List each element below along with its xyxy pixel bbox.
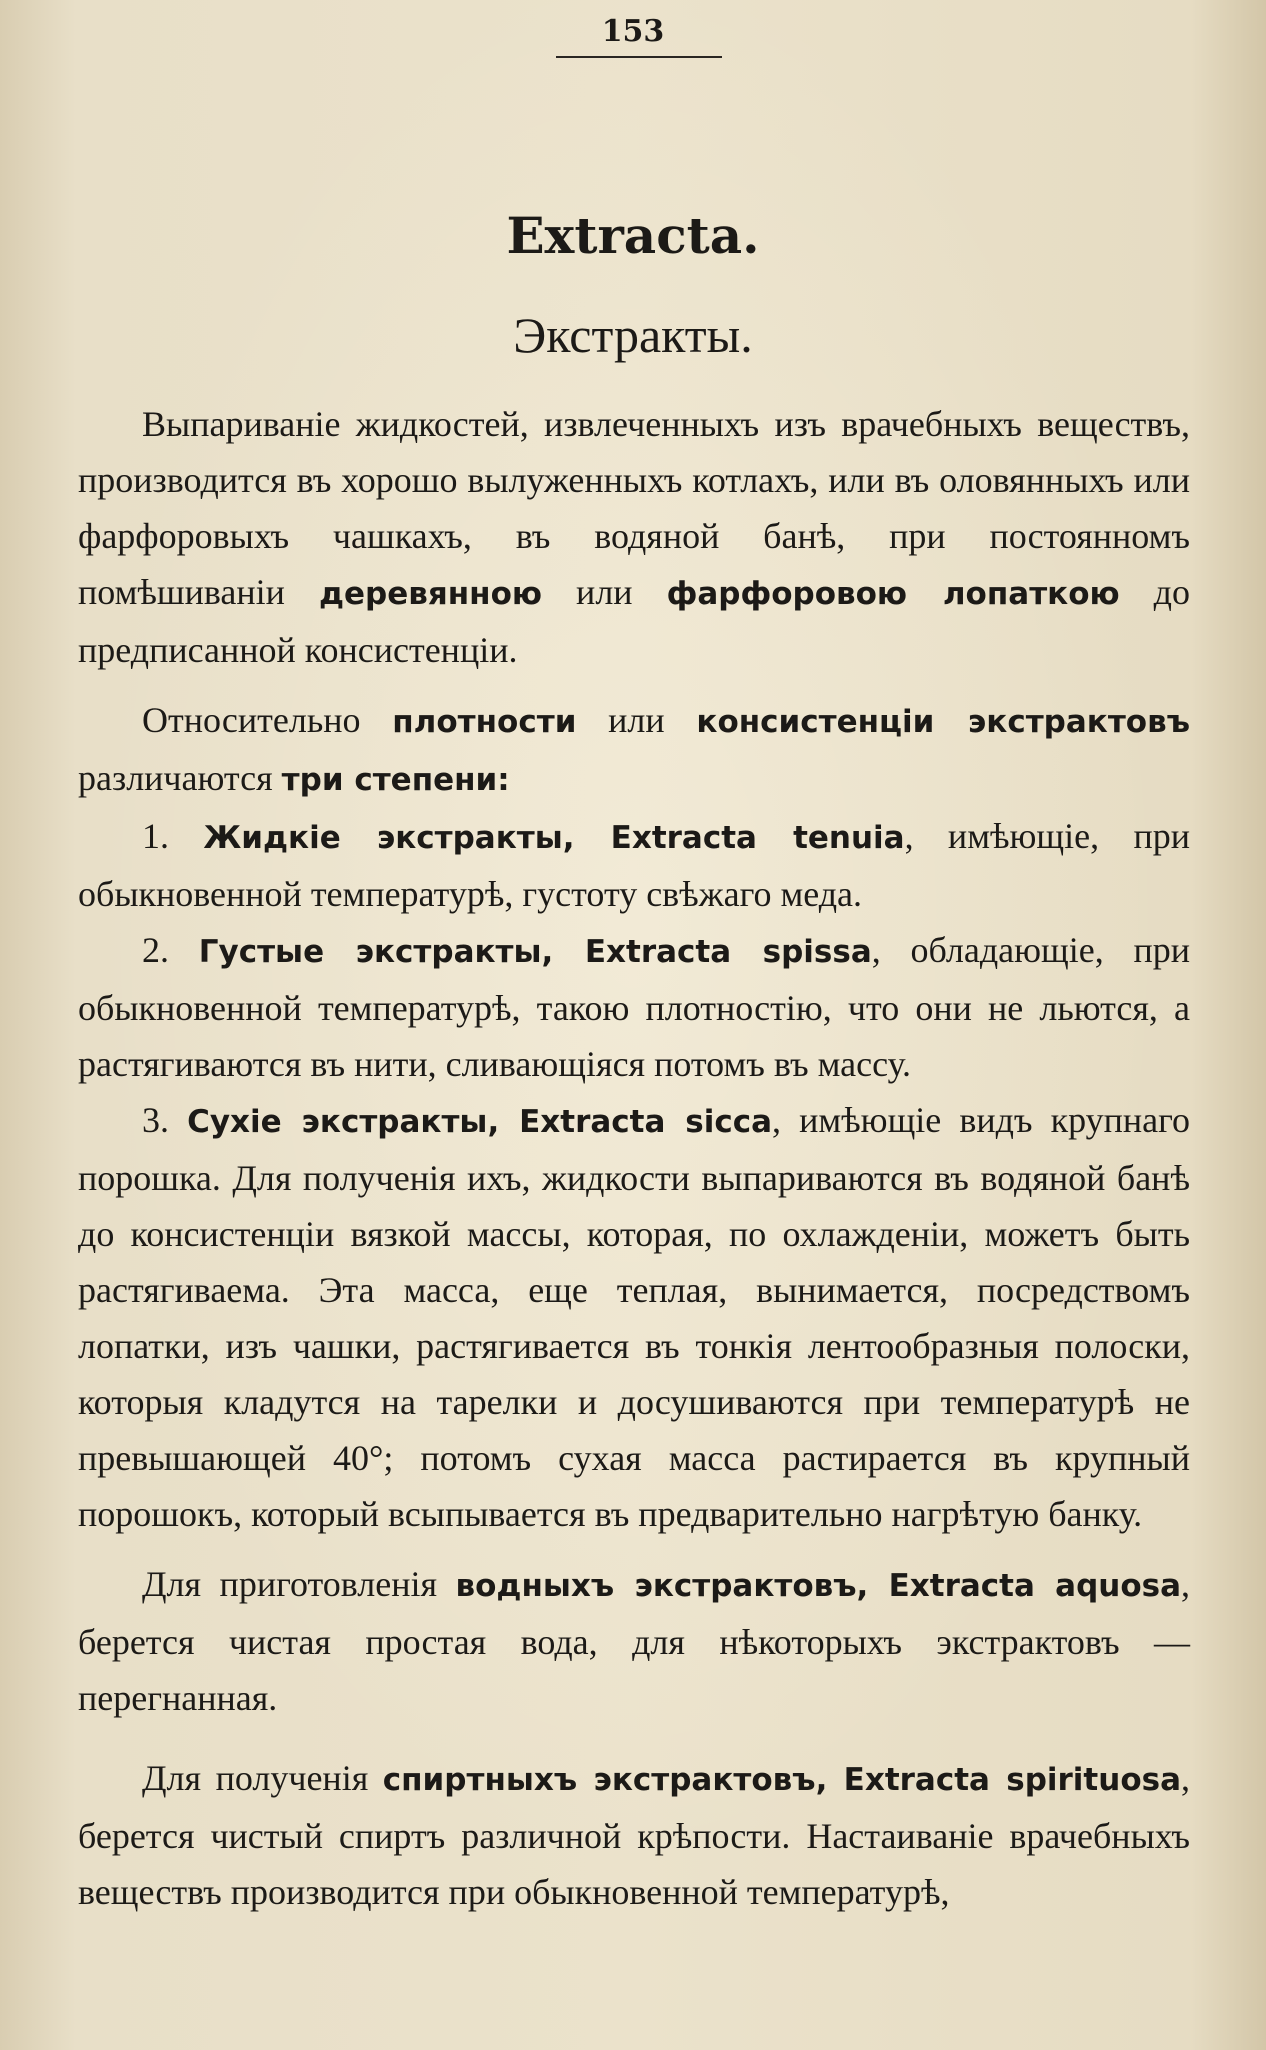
text-run: , имѣющiе видъ крупнаго порошка. Для полученiя ихъ, жидкости выпариваются въ водяной банѣ до консистенцiи вязкой массы, которая, по охлажденiи, можетъ быть растягиваема. Эта масса, еще теплая, вынимается, посредствомъ лопатки, изъ чашки, растягивается въ тонкiя лентообразныя полоски, которыя кладутся на тарелки и досушиваются при температурѣ не превышающей 40°; потомъ сухая масса растирается въ крупный порошокъ, который всыпывается въ предварительно нагрѣтую банку.	[78, 1100, 1191, 1534]
text-run: 2.	[142, 930, 199, 970]
text-run: или	[576, 700, 697, 740]
paragraph-thick-extracts	[78, 922, 1190, 1092]
bold-term: водныхъ экстрактовъ, Extracta aquosa	[455, 1568, 1181, 1604]
paragraph-aqueous-extracts	[78, 1556, 1190, 1726]
bold-term: Густые экстракты, Extracta spissa	[198, 934, 872, 970]
paragraph-evaporation	[78, 396, 1190, 678]
text-run: различаются	[78, 758, 282, 798]
body-text	[78, 396, 1190, 1920]
text-run: или	[542, 572, 667, 612]
paragraph-dry-extracts	[78, 1092, 1190, 1542]
bold-term: деревянною	[318, 576, 543, 612]
paragraph-liquid-extracts	[78, 808, 1190, 922]
paragraph-spirit-extracts	[78, 1750, 1190, 1920]
bold-term: Сухiе экстракты, Extracta sicca	[187, 1104, 773, 1140]
text-run: до предписанной консистенцiи.	[78, 572, 1190, 670]
bold-term: три степени:	[281, 762, 510, 798]
paragraph-consistency	[78, 692, 1190, 808]
bold-term: консистенцiи экстрактовъ	[696, 704, 1191, 740]
section-title-russian: Экстракты.	[513, 307, 753, 363]
text-run: , обладающiе, при обыкновенной температурѣ, такою плотностiю, что они не льются, а растягиваются въ нити, сливающiяся потомъ въ массу.	[78, 930, 1190, 1084]
section-title-latin: Extracta.	[506, 206, 760, 265]
bold-term: фарфоровою лопаткою	[666, 576, 1120, 612]
text-run: , берется чистая простая вода, для нѣкоторыхъ экстрактовъ — перегнанная.	[78, 1564, 1190, 1718]
text-run: Относительно	[142, 700, 393, 740]
bold-term: Жидкiе экстракты, Extracta tenuia	[203, 820, 905, 856]
text-run: , имѣющiе, при обыкновенной температурѣ, густоту свѣжаго меда.	[78, 816, 1190, 914]
header-rule	[556, 56, 722, 58]
text-run: Выпариванiе жидкостей, извлеченныхъ изъ врачебныхъ веществъ, производится въ хорошо вылуженныхъ котлахъ, или въ оловянныхъ или фарфоровыхъ чашкахъ, въ водяной банѣ, при постоянномъ помѣшиванiи	[78, 404, 1190, 612]
text-run: 1.	[142, 816, 204, 856]
bold-term: плотности	[392, 704, 577, 740]
text-run: , берется чистый спиртъ различной крѣпости. Настаиванiе врачебныхъ веществъ производится при обыкновенной температурѣ,	[78, 1758, 1190, 1912]
page-number: 153	[601, 14, 665, 49]
text-run: Для приготовленiя	[142, 1564, 456, 1604]
bold-term: спиртныхъ экстрактовъ, Extracta spirituosa	[382, 1762, 1181, 1798]
text-run: Для полученiя	[142, 1758, 383, 1798]
text-run: 3.	[142, 1100, 188, 1140]
